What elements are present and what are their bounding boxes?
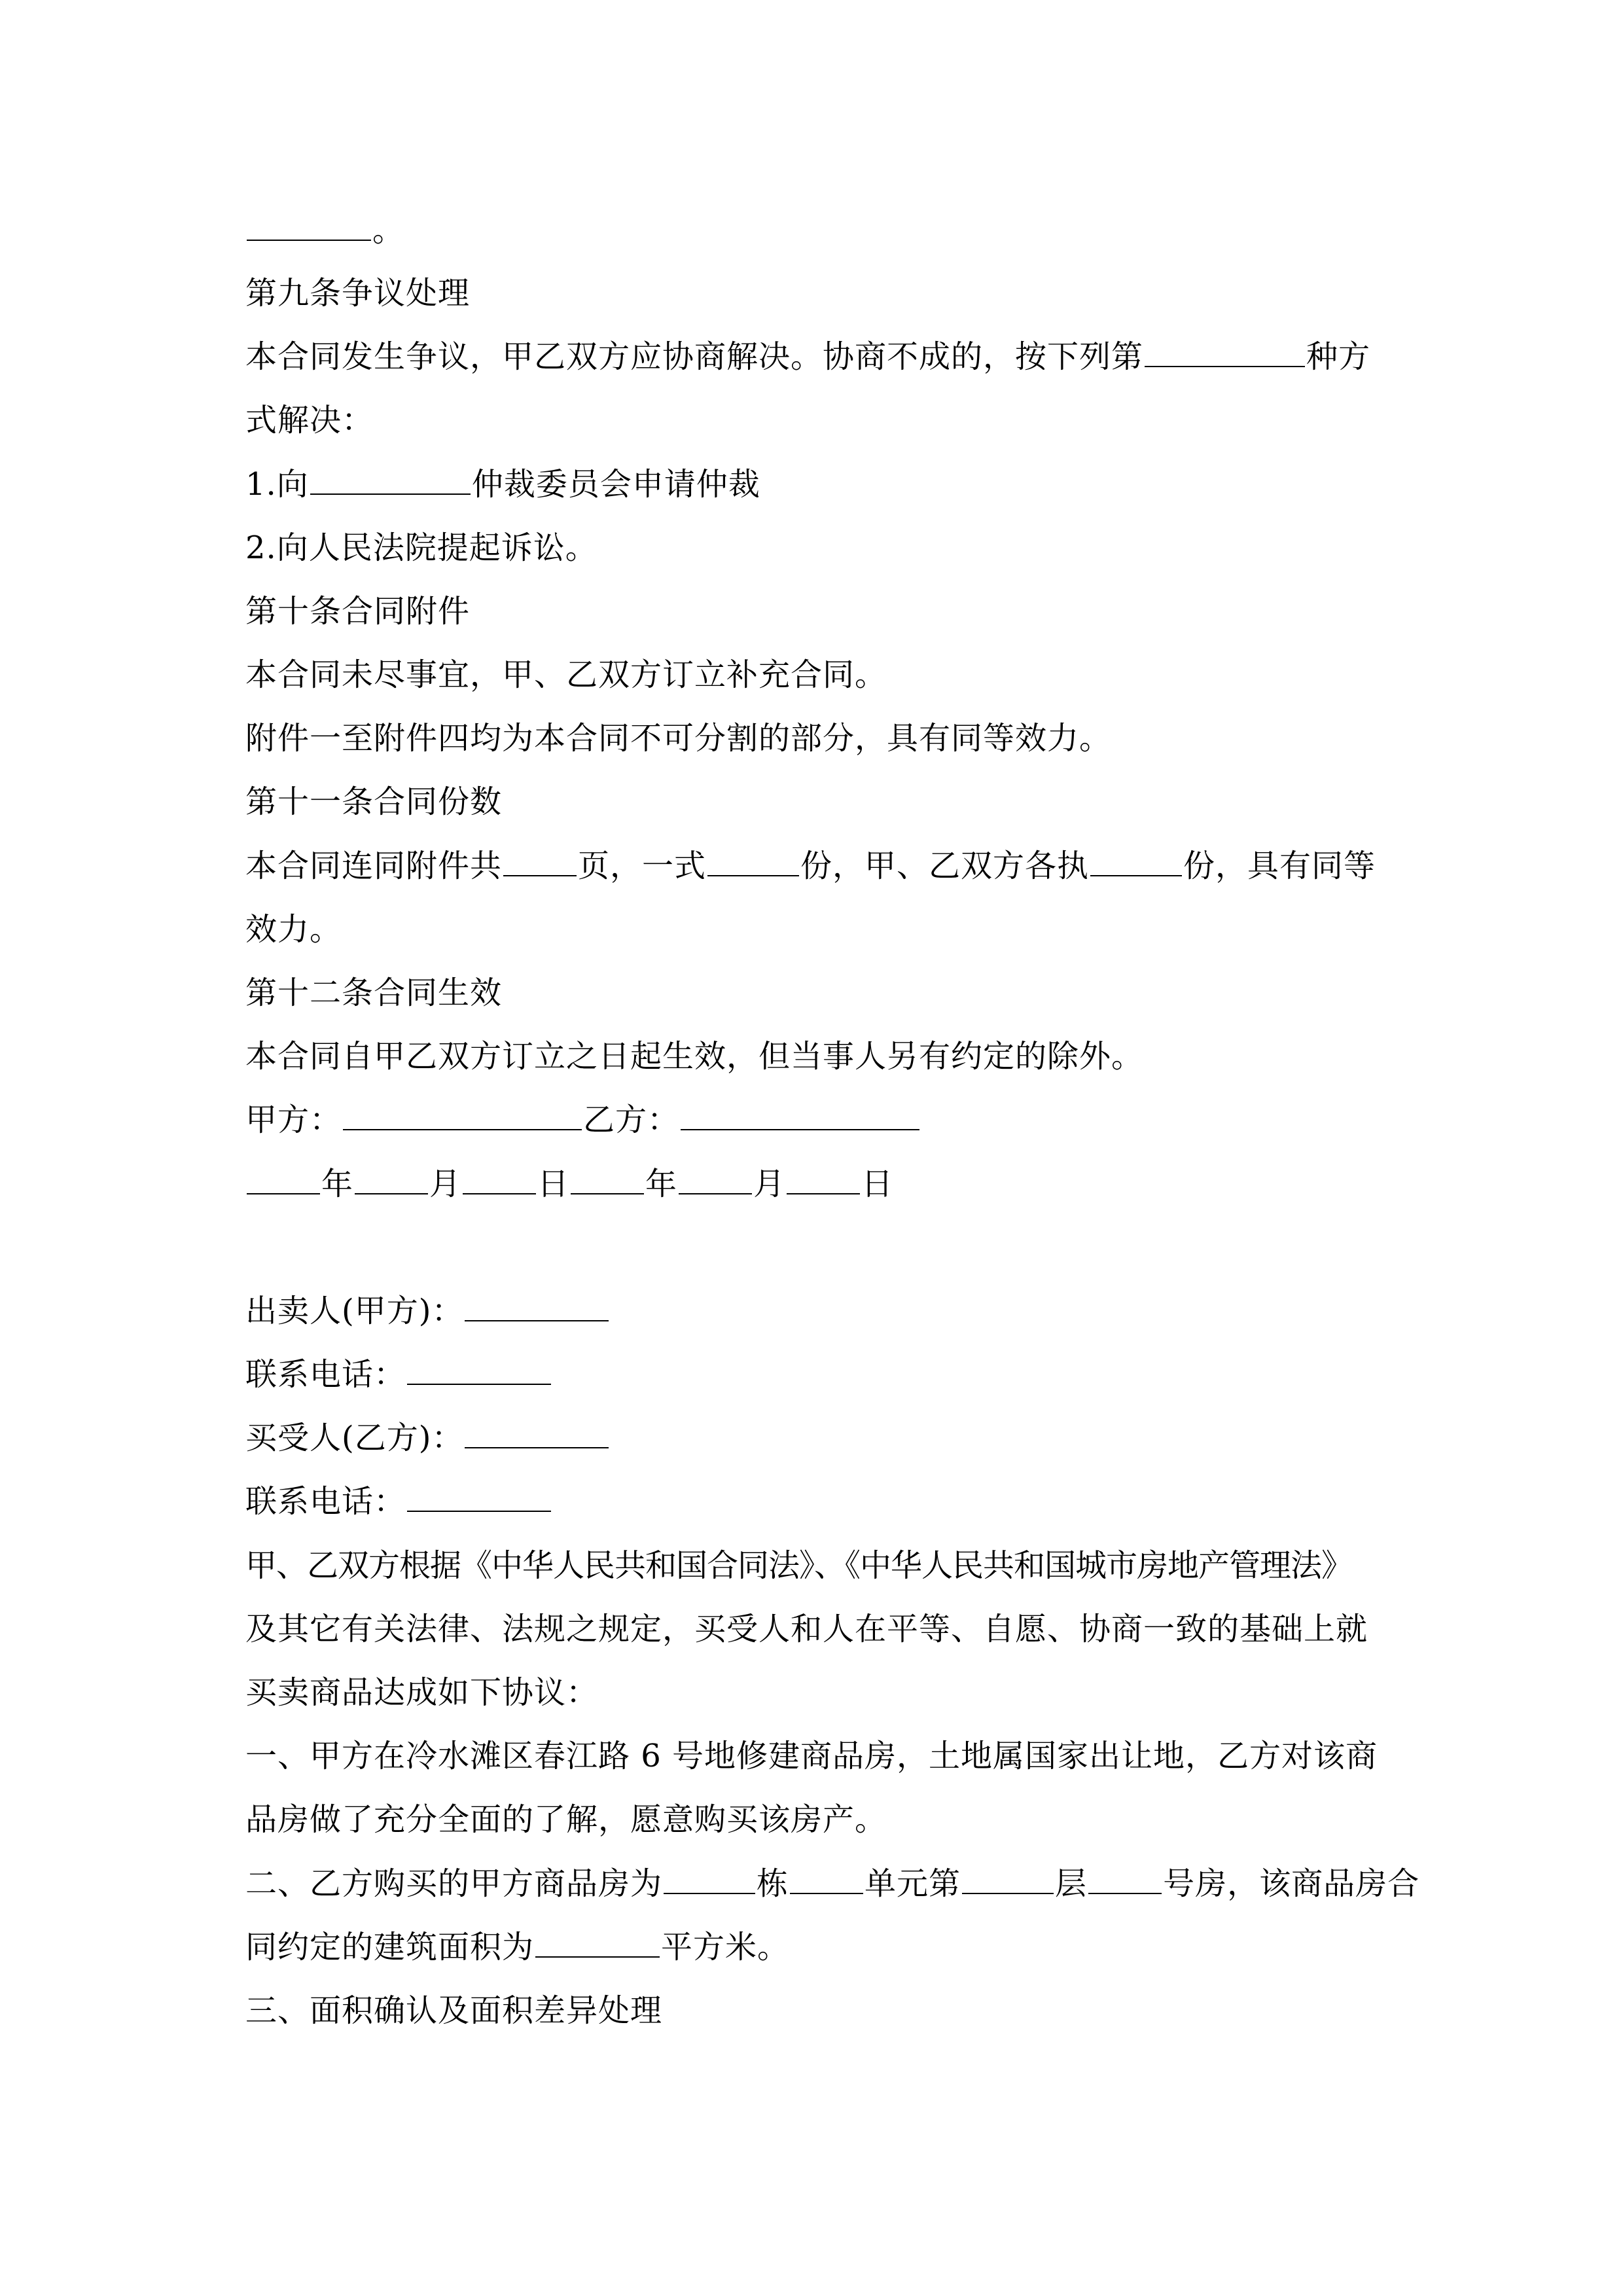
option-arbitration: 1.向 仲裁委员会申请仲裁: [245, 466, 760, 503]
effective-paragraph: 本合同自甲乙双方订立之日起生效，但当事人另有约定的除外。: [245, 1038, 1144, 1075]
option-litigation: 2.向人民法院提起诉讼。: [245, 529, 597, 566]
seller-blank: [465, 1293, 609, 1321]
party-a-blank: [343, 1102, 582, 1130]
dispute-paragraph-line1: 本合同发生争议，甲乙双方应协商解决。协商不成的，按下列第 种方: [245, 338, 1371, 375]
blank-field: [1090, 848, 1182, 876]
blank-field: [787, 1166, 860, 1194]
blank-field: [310, 466, 471, 495]
clause-3-heading: 三、面积确认及面积差异处理: [245, 1992, 663, 2029]
article-12-heading: 第十二条合同生效: [245, 975, 503, 1011]
seller-phone-blank: [407, 1356, 551, 1385]
unit-blank: [790, 1865, 863, 1894]
buyer-phone-line: 联系电话：: [245, 1482, 552, 1521]
buyer-blank: [465, 1420, 609, 1448]
preamble-line3: 买卖商品达成如下协议：: [245, 1674, 599, 1711]
clause-1-line1: 一、甲方在冷水滩区春江路 6 号地修建商品房，土地属国家出让地，乙方对该商: [245, 1738, 1378, 1774]
buyer-line: 买受人(乙方)：: [245, 1418, 610, 1458]
clause-2-line1: 二、乙方购买的甲方商品房为 栋 单元第 层 号房，该商品房合: [245, 1865, 1420, 1902]
clause-1-line2: 品房做了充分全面的了解，愿意购买该房产。: [245, 1801, 887, 1838]
seller-phone-line: 联系电话：: [245, 1355, 552, 1394]
dispute-paragraph-line2: 式解决：: [245, 402, 374, 439]
building-blank: [664, 1865, 755, 1894]
article-9-heading: 第九条争议处理: [245, 275, 471, 312]
preamble-line2: 及其它有关法律、法规之规定，买受人和人在平等、自愿、协商一致的基础上就: [245, 1611, 1368, 1647]
blank-field: [571, 1166, 644, 1194]
blank-field: [679, 1166, 752, 1194]
seller-line: 出卖人(甲方)：: [245, 1291, 610, 1331]
blank-field: [247, 1166, 320, 1194]
blank-field: [1145, 338, 1305, 367]
supplement-paragraph: 本合同未尽事宜，甲、乙双方订立补充合同。: [245, 656, 887, 693]
continuation-line: 。: [245, 211, 404, 250]
blank-field: [355, 1166, 428, 1194]
room-blank: [1088, 1865, 1162, 1894]
blank-field: [463, 1166, 536, 1194]
blank-field: [503, 848, 577, 876]
floor-blank: [962, 1865, 1054, 1894]
article-10-heading: 第十条合同附件: [245, 593, 471, 630]
copies-paragraph-line1: 本合同连同附件共 页，一式 份，甲、乙双方各执 份，具有同等: [245, 848, 1376, 884]
party-signature-line: 甲方： 乙方：: [245, 1100, 921, 1139]
buyer-phone-blank: [407, 1483, 551, 1512]
article-11-heading: 第十一条合同份数: [245, 783, 503, 820]
preamble-line1: 甲、乙双方根据《中华人民共和国合同法》、《中华人民共和国城市房地产管理法》: [245, 1547, 1353, 1584]
attachments-paragraph: 附件一至附件四均为本合同不可分割的部分，具有同等效力。: [245, 720, 1112, 757]
area-blank: [535, 1929, 660, 1958]
clause-2-line2: 同约定的建筑面积为 平方米。: [245, 1929, 790, 1965]
party-b-blank: [681, 1102, 919, 1130]
blank-field: [707, 848, 799, 876]
copies-paragraph-line2: 效力。: [245, 911, 342, 948]
blank-field: [247, 212, 371, 241]
date-line: 年 月 日 年 月 日: [245, 1164, 893, 1204]
